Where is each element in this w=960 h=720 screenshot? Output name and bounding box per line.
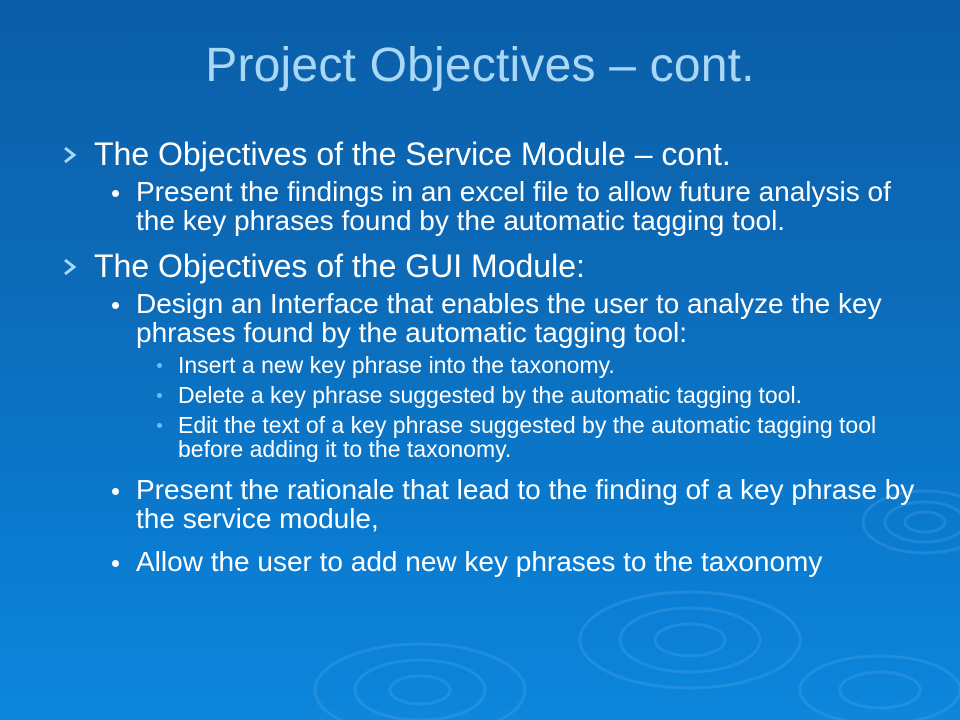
slide-title: Project Objectives – cont. <box>205 39 755 92</box>
small-dot-bullet-icon <box>157 363 162 368</box>
bullet-level3-item <box>58 353 928 377</box>
small-dot-bullet-icon <box>157 423 162 428</box>
dot-bullet-icon <box>112 302 119 309</box>
slide-body <box>58 137 928 576</box>
bullet-level2-item <box>58 289 928 347</box>
bullet-level1-service-module <box>58 137 928 171</box>
bullet-level3-item <box>58 413 928 461</box>
arrow-right-icon <box>60 145 80 165</box>
sub-bullet-text: Insert a new key phrase into the taxonomy. <box>178 352 615 378</box>
bullet-level1-gui-module <box>58 249 928 283</box>
dot-bullet-icon <box>112 488 119 495</box>
dot-bullet-icon <box>112 560 119 567</box>
dot-bullet-icon <box>112 190 119 197</box>
bullet-level2-item <box>58 547 928 576</box>
bullet-level2-item <box>58 475 928 533</box>
section-heading: The Objectives of the GUI Module: <box>94 248 585 284</box>
sub-bullet-text: Edit the text of a key phrase suggested by the automatic tagging tool before adding it to the taxonomy. <box>178 412 877 462</box>
bullet-text: Design an Interface that enables the user to analyze the key phrases found by the automatic tagging tool: <box>136 288 882 348</box>
bullet-level3-item <box>58 383 928 407</box>
bullet-text: Present the rationale that lead to the finding of a key phrase by the service module, <box>136 474 915 534</box>
sub-bullet-text: Delete a key phrase suggested by the automatic tagging tool. <box>178 382 802 408</box>
section-heading: The Objectives of the Service Module – cont. <box>94 136 731 172</box>
small-dot-bullet-icon <box>157 393 162 398</box>
arrow-right-icon <box>60 257 80 277</box>
bullet-text: Present the findings in an excel file to allow future analysis of the key phrases found by the automatic tagging tool. <box>136 176 891 236</box>
bullet-text: Allow the user to add new key phrases to the taxonomy <box>136 546 823 577</box>
bullet-level2-item <box>58 177 928 235</box>
